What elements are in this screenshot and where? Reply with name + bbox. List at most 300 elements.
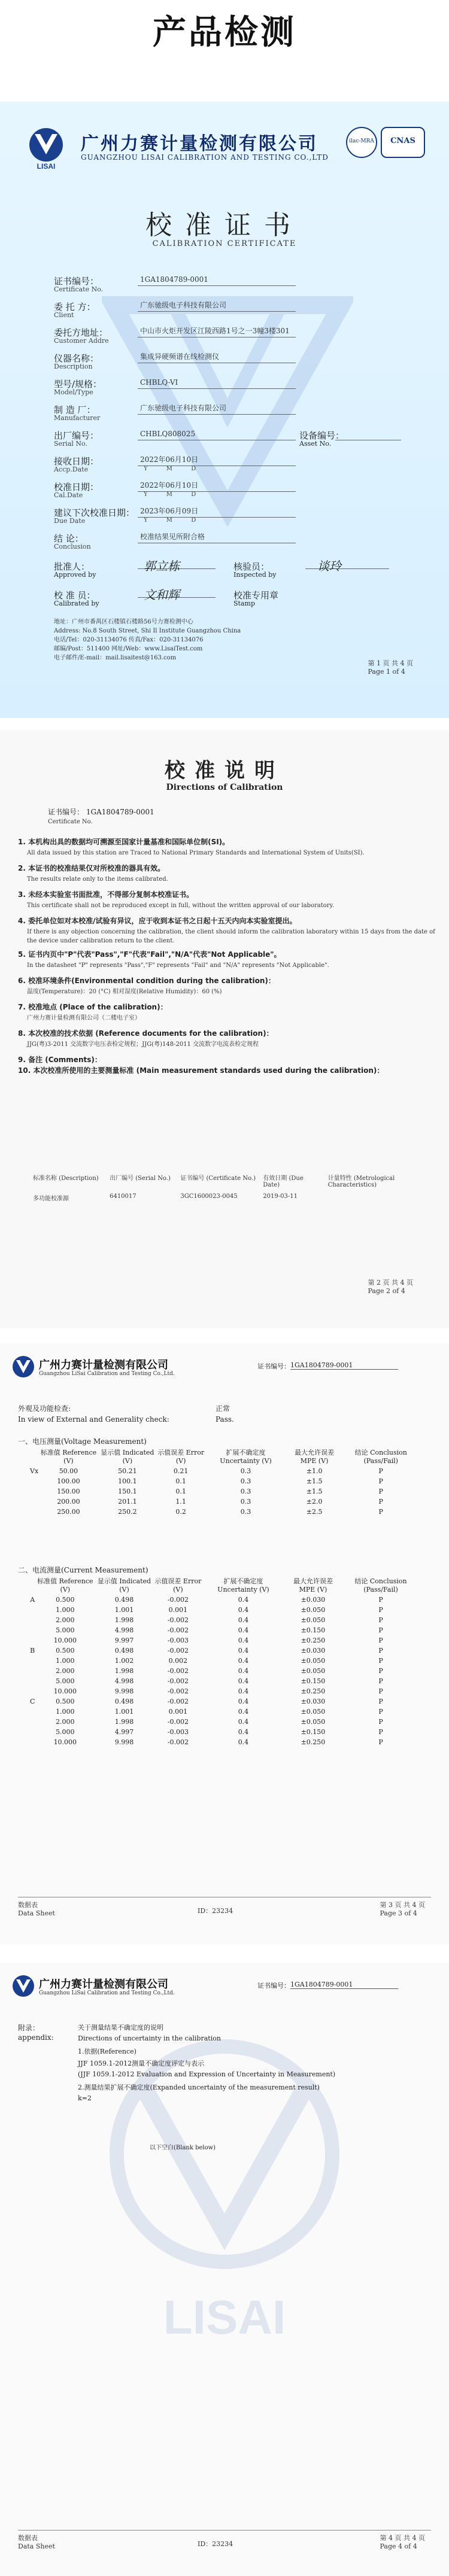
table-cell: -0.002 — [167, 1616, 189, 1624]
approver-signature: 郭立栋 — [144, 559, 180, 573]
table-cell — [30, 1666, 35, 1676]
table-cell: -0.002 — [167, 1596, 189, 1604]
page-number-en: Page 1 of 4 — [368, 668, 405, 676]
date-format-hint: Y M D — [144, 491, 205, 498]
table-cell: 0.4 — [238, 1596, 249, 1604]
table-cell: ±0.050 — [301, 1667, 326, 1675]
table-cell: ±0.050 — [301, 1708, 326, 1716]
table-cell: -0.002 — [167, 1626, 189, 1634]
table-cell — [30, 1486, 38, 1497]
footer-id: ID：23234 — [198, 2540, 233, 2548]
cnas-mark-icon: CNAS — [381, 127, 425, 158]
cert-no-value: 1GA1804789-0001 — [86, 808, 154, 816]
table-cell: 0.3 — [240, 1477, 251, 1485]
table-cell: 9.998 — [114, 1738, 134, 1746]
field-value: 1GA1804789-0001 — [138, 273, 296, 286]
table-row — [30, 1646, 419, 1656]
field-label: 仪器名称： — [54, 353, 99, 364]
address-line: 电话/Tel：020-31134076 传真/Fax：020-31134076 — [54, 637, 204, 643]
table-cell: 0.500 — [56, 1596, 75, 1604]
org-name-cn: 广州力赛计量检测有限公司 — [39, 1978, 168, 1991]
table-cell: 0.500 — [56, 1698, 75, 1705]
table-cell: 0.002 — [168, 1657, 188, 1665]
table-row — [30, 1625, 419, 1635]
table-row — [30, 1497, 419, 1507]
table-cell: P — [378, 1647, 383, 1655]
appendix-line: k=2 — [78, 2094, 92, 2102]
direction-item-en: 温度(Temperature)：20 (°C) 相对湿度(Relative Humidity)：60 (%) — [27, 989, 222, 995]
table-cell: P — [378, 1687, 383, 1695]
std-cell: 多功能校准源 — [33, 1196, 69, 1202]
table-cell — [30, 1635, 35, 1646]
table-row — [30, 1696, 419, 1707]
table-cell — [30, 1686, 35, 1696]
table-cell: 250.00 — [57, 1508, 80, 1516]
table-cell: 0.4 — [238, 1657, 249, 1665]
cert-field — [54, 401, 389, 425]
table-cell: -0.002 — [167, 1738, 189, 1746]
field-value: 2022年06月10日 — [138, 479, 296, 492]
table-cell: P — [378, 1728, 383, 1736]
direction-item: 3. 未经本实验室书面批准，不得部分复制本校准证书。 — [18, 890, 194, 899]
table-cell: ±0.150 — [301, 1677, 326, 1685]
table-row — [30, 1666, 419, 1676]
field-value: CHBLQ-VI — [138, 376, 296, 389]
table-row — [30, 1466, 419, 1476]
asset-no-value — [335, 428, 401, 440]
field-value: 广东驰级电子科技有限公司 — [138, 299, 296, 312]
results-page — [0, 1343, 449, 1945]
table-cell: 1.1 — [175, 1498, 186, 1506]
footer-sheet — [18, 2533, 55, 2550]
table-cell: 5.000 — [56, 1728, 75, 1736]
table-cell: 2.000 — [56, 1718, 75, 1726]
column-header: 结论 Conclusion (Pass/Fail) — [354, 1449, 407, 1465]
field-label-en: Model/Type — [54, 388, 93, 396]
field-label-en: Customer Addre — [54, 337, 109, 345]
table-cell: 100.00 — [57, 1477, 80, 1485]
appendix-label: 附录： — [18, 2024, 40, 2032]
table-cell: P — [378, 1677, 383, 1685]
table-cell: 0.4 — [238, 1738, 249, 1746]
table-cell: -0.002 — [167, 1647, 189, 1655]
direction-item: 2. 本证书的校准结果仅对所校准的器具有效。 — [18, 864, 165, 872]
table-cell: 9.997 — [114, 1637, 134, 1644]
cert-field — [54, 504, 389, 528]
approver-label: 批准人： — [54, 561, 90, 572]
table-cell: C — [30, 1698, 35, 1705]
column-header — [30, 1577, 35, 1595]
direction-item-en: If there is any objection concerning the calibration, the client should inform the calibration laboratory within 15 days from the date of the device under calibration return to the client. — [27, 929, 435, 944]
field-label-en: Manufacturer — [54, 414, 101, 422]
table-cell: 0.498 — [114, 1596, 134, 1604]
table-cell: 0.3 — [240, 1508, 251, 1516]
table-cell: 250.2 — [118, 1508, 137, 1516]
table-row — [30, 1686, 419, 1696]
date-format-hint: Y M D — [144, 466, 205, 472]
direction-item: 10. 本次校准所使用的主要测量标准 (Main measurement standards used during the calibration)： — [18, 1066, 384, 1075]
ilac-mark-icon: ilac-MRA — [346, 127, 377, 158]
table-cell: P — [378, 1596, 383, 1604]
table-cell: -0.002 — [167, 1677, 189, 1685]
appendix-line: 1.依据(Reference) — [78, 2048, 136, 2055]
table-row — [30, 1656, 419, 1666]
table-cell: -0.002 — [167, 1667, 189, 1675]
reviewer-signature: 谈玲 — [317, 559, 341, 573]
column-header: 显示值 Indicated (V) — [101, 1449, 154, 1465]
direction-item: 5. 证书内页中"P"代表"Pass","F"代表"Fail","N/A"代表"Not Applicable"。 — [18, 950, 281, 959]
table-cell: P — [378, 1718, 383, 1726]
voltage-table — [18, 1448, 437, 1517]
table-cell: 1.001 — [114, 1708, 134, 1716]
field-label-en: Serial No. — [54, 440, 87, 448]
appendix-page — [0, 1963, 449, 2576]
cert-no-label: 证书编号： — [48, 808, 84, 816]
field-label: 委 托 方： — [54, 302, 96, 312]
table-cell: ±0.250 — [301, 1687, 326, 1695]
table-cell: ±0.030 — [301, 1596, 326, 1604]
page-number-cn: 第 3 页 共 4 页 — [380, 1901, 425, 1909]
table-cell: P — [378, 1657, 383, 1665]
table-cell — [30, 1625, 35, 1635]
appendix-line: JJF 1059.1-2012测量不确定度评定与表示 — [78, 2060, 205, 2067]
table-cell: 200.00 — [57, 1498, 80, 1506]
cert-no-label: 证书编号： — [257, 1982, 290, 1990]
reviewer-label-en: Inspected by — [233, 571, 277, 579]
calibrator-label-en: Calibrated by — [54, 600, 99, 607]
direction-item-en: All data issued by this station are Traced to National Primary Standards and International System of Units(SI). — [27, 850, 365, 856]
current-table — [18, 1577, 437, 1747]
field-value: 校准结果见所附合格 — [138, 531, 296, 543]
heading-title: 产品检测 — [153, 13, 296, 52]
field-value: CHBLQ808025 — [138, 428, 296, 440]
table-cell — [30, 1707, 35, 1717]
table-cell: P — [378, 1626, 383, 1634]
table-cell — [30, 1497, 38, 1507]
direction-item: 7. 校准地点 (Place of the calibration)： — [18, 1003, 168, 1011]
table-cell: -0.002 — [167, 1687, 189, 1695]
page-number — [380, 1900, 425, 1917]
table-cell: -0.002 — [167, 1698, 189, 1705]
page-number-cn: 第 1 页 共 4 页 — [368, 659, 413, 667]
page-number-en: Page 3 of 4 — [380, 1909, 417, 1917]
table-cell: 4.997 — [114, 1728, 134, 1736]
table-cell: 0.500 — [56, 1647, 75, 1655]
table-cell: 0.4 — [238, 1667, 249, 1675]
external-check-value-en: Pass. — [216, 1415, 234, 1424]
directions-cert-row — [48, 808, 449, 817]
cert-field — [54, 530, 389, 553]
table-cell: 0.3 — [240, 1488, 251, 1495]
stamp-label-en: Stamp — [233, 600, 255, 607]
table-cell: -0.003 — [167, 1637, 189, 1644]
footer-divider — [18, 2530, 431, 2531]
table-cell: 50.21 — [118, 1467, 137, 1475]
page-number-en: Page 4 of 4 — [380, 2542, 417, 2550]
table-cell: P — [378, 1708, 383, 1716]
table-cell: 0.21 — [173, 1467, 189, 1475]
cert-no-label-en: Certificate No. — [48, 819, 93, 825]
field-label: 建议下次校准日期： — [54, 507, 135, 518]
table-cell: 50.00 — [59, 1467, 78, 1475]
table-cell: ±0.250 — [301, 1637, 326, 1644]
cert-field — [54, 427, 389, 451]
lisai-logo-icon — [12, 1355, 35, 1378]
table-cell — [30, 1727, 35, 1737]
table-cell: P — [378, 1477, 383, 1485]
appendix-line: 关于测量结果不确定度的说明 — [78, 2024, 163, 2031]
date-format-hint: Y M D — [144, 517, 205, 524]
direction-item: 4. 委托单位如对本校准/试验有异议，应于收到本证书之日起十五天内向本实验室提出。 — [18, 917, 297, 925]
footer-id: ID：23234 — [198, 1907, 233, 1915]
address-line: Address: No.8 South Street, Shi Il Institute Guangzhou China — [54, 628, 241, 634]
direction-item-en: The results relate only to the items calibrated. — [27, 876, 168, 883]
table-row — [30, 1605, 419, 1615]
direction-item-en: JJG(粤)3-2011 交流数字电压表检定规程；JJG(粤)148-2011 交流数字电流表检定规程 — [27, 1041, 259, 1048]
approver-label-en: Approved by — [54, 571, 96, 579]
table-cell: 10.000 — [53, 1738, 77, 1746]
footer-sheet-en: Data Sheet — [18, 2542, 55, 2550]
table-row — [30, 1727, 419, 1737]
table-cell: 0.4 — [238, 1626, 249, 1634]
table-cell: 150.00 — [57, 1488, 80, 1495]
table-cell: 0.498 — [114, 1698, 134, 1705]
standards-table — [33, 1173, 428, 1202]
table-cell: ±0.250 — [301, 1738, 326, 1746]
lisai-logo-icon — [24, 126, 68, 170]
cert-field — [54, 298, 389, 322]
table-cell — [30, 1605, 35, 1615]
page-number — [368, 658, 413, 676]
cert-title-cn: 校准证书 — [145, 210, 304, 241]
cert-field — [54, 272, 389, 296]
table-cell: 0.4 — [238, 1647, 249, 1655]
table-cell: 2.000 — [56, 1616, 75, 1624]
table-cell: P — [378, 1467, 383, 1475]
cert-no-value: 1GA1804789-0001 — [290, 1361, 398, 1370]
table-cell: 0.4 — [238, 1606, 249, 1614]
table-cell: 1.000 — [56, 1606, 75, 1614]
external-check-label: 外观及功能检查: — [18, 1404, 71, 1413]
direction-item-en: In the datasheet "P" represents "Pass","F" represents "Fail" and "N/A" represents "Not Applicable". — [27, 962, 329, 969]
org-name-en: GUANGZHOU LISAI CALIBRATION AND TESTING CO.,LTD — [81, 153, 329, 162]
cert-no-value: 1GA1804789-0001 — [290, 1981, 398, 1989]
table-cell: 0.001 — [168, 1708, 188, 1716]
table-cell: 1.000 — [56, 1708, 75, 1716]
table-cell: A — [30, 1596, 35, 1604]
table-cell: 0.1 — [175, 1488, 186, 1495]
external-check-en — [18, 1415, 234, 1424]
field-label-en: Certificate No. — [54, 285, 104, 293]
address-block — [54, 618, 401, 662]
cert-field — [54, 452, 389, 476]
certificate-page — [0, 102, 449, 718]
approver-row — [54, 556, 395, 580]
blank-below-note: 以下空白(Blank below) — [150, 2145, 216, 2151]
table-cell: 4.998 — [114, 1626, 134, 1634]
column-header: 最大允许误差 MPE (V) — [295, 1449, 335, 1465]
table-cell: 1.998 — [114, 1667, 134, 1675]
field-label: 制 造 厂： — [54, 405, 96, 415]
column-header — [30, 1448, 38, 1466]
field-label: 出厂编号： — [54, 430, 99, 441]
asset-no-label: 设备编号： — [299, 430, 345, 441]
external-check — [18, 1403, 230, 1413]
org-name-en: Guangzhou LiSai Calibration and Testing Co.,Ltd. — [39, 1990, 175, 1996]
field-value: 集成异硬频谱在线检测仪 — [138, 351, 296, 363]
column-header: 标准值 Reference (V) — [40, 1449, 97, 1465]
table-cell: 0.4 — [238, 1677, 249, 1685]
table-cell: 2.000 — [56, 1667, 75, 1675]
table-cell: -0.002 — [167, 1718, 189, 1726]
table-cell: P — [378, 1616, 383, 1624]
org-name-en: Guangzhou LiSai Calibration and Testing Co.,Ltd. — [39, 1371, 175, 1377]
table-cell: B — [30, 1647, 35, 1655]
page-number — [368, 1278, 413, 1295]
table-cell: 0.4 — [238, 1616, 249, 1624]
table-cell: -0.003 — [167, 1728, 189, 1736]
table-cell: 5.000 — [56, 1677, 75, 1685]
appendix-line: (JJF 1059.1-2012 Evaluation and Expression of Uncertainty in Measurement) — [78, 2070, 336, 2078]
std-cell — [328, 1193, 428, 1202]
table-cell: ±0.050 — [301, 1616, 326, 1624]
table-cell: P — [378, 1637, 383, 1644]
field-label-en: Conclusion — [54, 543, 91, 551]
direction-item: 8. 本次校准的技术依据 (Reference documents for the calibration)： — [18, 1029, 274, 1038]
watermark-logo-icon — [105, 2034, 344, 2346]
calibrator-signature: 文和辉 — [144, 588, 180, 602]
table-cell: P — [378, 1606, 383, 1614]
external-check-label-en: In view of External and Generality check: — [18, 1415, 169, 1424]
directions-page — [0, 730, 449, 1328]
table-cell: 1.998 — [114, 1718, 134, 1726]
external-check-value: 正常 — [216, 1404, 230, 1413]
page-number-cn: 第 2 页 共 4 页 — [368, 1279, 413, 1287]
table-cell: 0.4 — [238, 1728, 249, 1736]
table-cell: 10.000 — [53, 1637, 77, 1644]
page-heading — [0, 0, 449, 102]
column-header: 结论 Conclusion (Pass/Fail) — [354, 1577, 407, 1593]
page-number-en: Page 2 of 4 — [368, 1287, 405, 1295]
calibrator-label: 校 准 员： — [54, 590, 96, 601]
svg-text:LISAI: LISAI — [37, 162, 56, 170]
table-cell: ±0.050 — [301, 1718, 326, 1726]
table-cell: ±2.5 — [306, 1508, 323, 1516]
table-cell: ±0.050 — [301, 1657, 326, 1665]
stamp-label: 校准专用章 — [233, 590, 279, 601]
table-cell: 4.998 — [114, 1677, 134, 1685]
table-cell: P — [378, 1498, 383, 1506]
table-cell: ±0.030 — [301, 1647, 326, 1655]
table-cell: 1.000 — [56, 1657, 75, 1665]
field-label-en: Due Date — [54, 517, 86, 525]
field-label: 型号/规格： — [54, 379, 102, 390]
page-number — [380, 2533, 425, 2550]
field-label: 校准日期： — [54, 482, 99, 492]
std-header: 计量特性 (Metrological Characteristics) — [327, 1175, 395, 1188]
footer-sheet-cn: 数据表 — [18, 2534, 38, 2542]
table-row — [30, 1635, 419, 1646]
field-label-en: Description — [54, 363, 93, 370]
table-cell: ±0.150 — [301, 1626, 326, 1634]
org-name-cn: 广州力赛计量检测有限公司 — [81, 134, 318, 154]
appendix-line: Directions of uncertainty in the calibration — [78, 2034, 221, 2042]
table-cell: 0.2 — [175, 1508, 186, 1516]
directions-title-en: Directions of Calibration — [166, 783, 283, 792]
field-label: 委托方地址： — [54, 327, 108, 338]
table-cell: 0.3 — [240, 1467, 251, 1475]
table-cell: ±1.0 — [306, 1467, 323, 1475]
column-header: 最大允许误差 MPE (V) — [293, 1577, 333, 1593]
table-cell: ±2.0 — [306, 1498, 323, 1506]
table-cell: ±0.050 — [301, 1606, 326, 1614]
directions-title-cn: 校准说明 — [165, 759, 284, 783]
table-row — [30, 1486, 419, 1497]
appendix-label-en: appendix: — [18, 2033, 54, 2042]
column-header: 示值误差 Error (V) — [157, 1449, 205, 1465]
field-label-en: Accp.Date — [54, 466, 89, 473]
direction-item-en: 广州力赛计量检测有限公司（二楼电子室） — [27, 1015, 141, 1021]
table-cell: 1.998 — [114, 1616, 134, 1624]
org-name-cn: 广州力赛计量检测有限公司 — [39, 1359, 168, 1371]
cert-no-label: 证书编号： — [257, 1362, 290, 1370]
field-label: 证书编号： — [54, 276, 99, 287]
page-number-cn: 第 4 页 共 4 页 — [380, 2534, 425, 2542]
column-header: 扩展不确定度 Uncertainty (V) — [217, 1577, 269, 1593]
table-cell: ±0.030 — [301, 1698, 326, 1705]
footer-sheet — [18, 1900, 55, 1917]
table-cell — [30, 1737, 35, 1747]
column-header: 显示值 Indicated (V) — [97, 1577, 151, 1593]
table-cell: P — [378, 1488, 383, 1495]
address-line: 邮编/Post：511400 网址/Web：www.LisaiTest.com — [54, 646, 203, 652]
table-row — [30, 1595, 419, 1605]
table-cell: P — [378, 1667, 383, 1675]
table-cell: 0.498 — [114, 1647, 134, 1655]
voltage-section-title: 一、电压测量(Voltage Measurement) — [18, 1437, 147, 1446]
table-cell: 100.1 — [118, 1477, 137, 1485]
table-cell — [30, 1656, 35, 1666]
lisai-logo-icon — [12, 1975, 35, 1997]
table-cell: P — [378, 1508, 383, 1516]
table-row — [30, 1737, 419, 1747]
column-header: 示值误差 Error (V) — [154, 1577, 202, 1593]
cert-title-en: CALIBRATION CERTIFICATE — [152, 239, 297, 248]
std-header: 出厂编号 (Serial No.) — [110, 1175, 171, 1182]
table-row — [30, 1717, 419, 1727]
field-value: 中山市火炬开发区江陵西路1号之一3幢3楼301 — [138, 325, 296, 337]
table-cell: 201.1 — [118, 1498, 137, 1506]
table-row — [30, 1707, 419, 1717]
std-cell: 3GC1600023-0045 — [180, 1193, 238, 1200]
field-value: 2022年06月10日 — [138, 454, 296, 466]
table-cell: 0.1 — [175, 1477, 186, 1485]
table-cell: 1.001 — [114, 1606, 134, 1614]
table-cell — [30, 1476, 38, 1486]
table-cell — [30, 1676, 35, 1686]
footer-sheet-cn: 数据表 — [18, 1901, 38, 1909]
address-line: 地址：广州市番禺区石楼镇石楼路56号力赛检测中心 — [54, 619, 193, 625]
column-header: 扩展不确定度 Uncertainty (V) — [220, 1449, 272, 1465]
column-header: 标准值 Reference (V) — [37, 1577, 93, 1593]
direction-item: 1. 本机构出具的数据均可溯源至国家计量基准和国际单位制(SI)。 — [18, 838, 230, 846]
address-line: 电子邮件/E-mail：mail.lisaitest@163.com — [54, 655, 177, 661]
table-cell — [30, 1717, 35, 1727]
table-row — [30, 1476, 419, 1486]
table-cell: 5.000 — [56, 1626, 75, 1634]
field-value: 2023年06月09日 — [138, 505, 296, 518]
field-label: 结 论： — [54, 533, 84, 544]
